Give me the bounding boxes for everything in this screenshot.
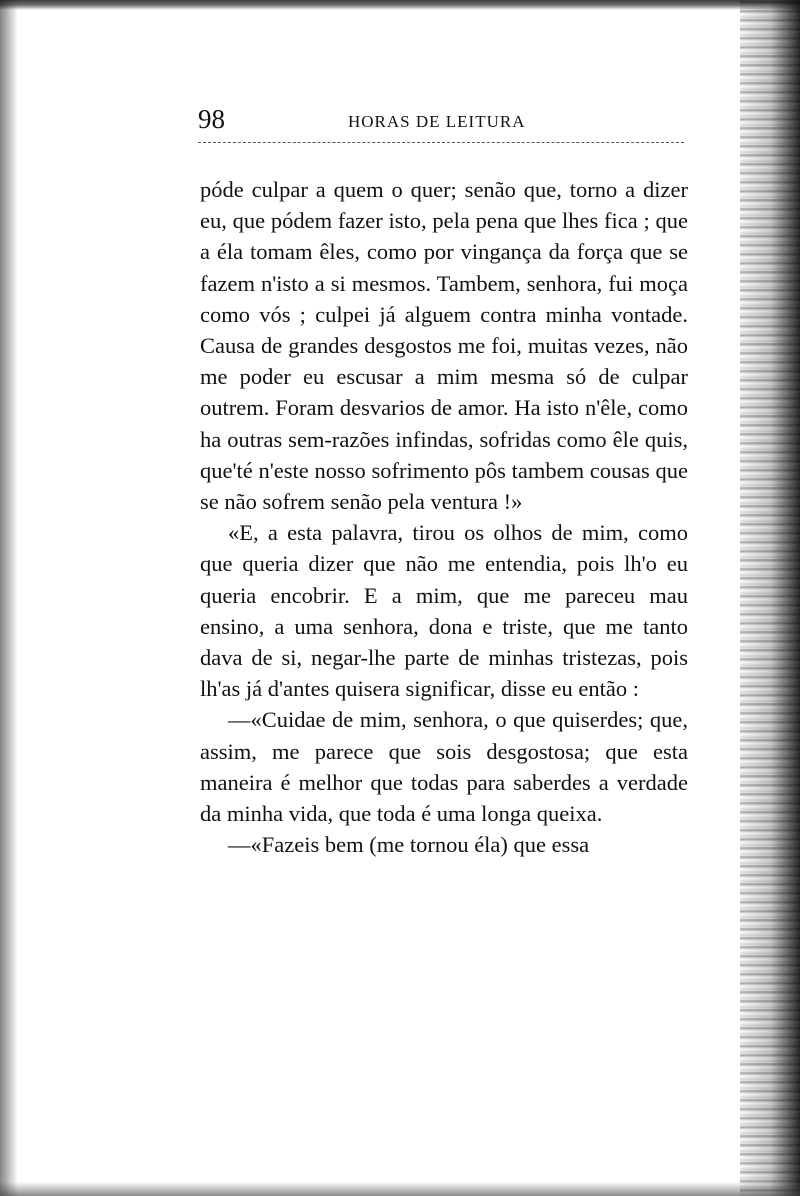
paragraph-3: —«Cuidae de mim, senhora, o que quiserdes; que, assim, me parece que sois desgostosa; que esta maneira é melhor que todas para saberdes a verdade da minha vida, que toda é uma longa queixa. — [200, 707, 688, 827]
body-text — [200, 174, 688, 860]
paragraph-1: póde culpar a quem o quer; senão que, torno a dizer eu, que pódem fazer isto, pela pena que lhes fica ; que a éla tomam êles, como por vingança da força que se fazem n'isto a si mesmos. Tambem, senhora, fui moça como vós ; culpei já alguem contra minha vontade. Causa de grandes desgostos me foi, muitas vezes, não me poder eu escusar a mim mesma só de culpar outrem. Foram desvarios de amor. Ha isto n'êle, como ha outras sem-razões infindas, sofridas como êle quis, que'té n'este nosso sofrimento pôs tambem cousas que se não sofrem senão pela ventura !» — [200, 177, 688, 515]
paragraph-2: «E, a esta palavra, tirou os olhos de mim, como que queria dizer que não me entendia, pois lh'o eu queria encobrir. E a mim, que me pareceu mau ensino, a uma senhora, dona e triste, que me tanto dava de si, negar-lhe parte de minhas tristezas, pois lh'as já d'antes quisera significar, disse eu então : — [200, 520, 688, 702]
running-head: HORAS DE LEITURA — [348, 112, 526, 131]
page-number: 98 — [198, 104, 225, 134]
scan-edge-bottom — [0, 1182, 800, 1196]
scan-edge-right — [740, 0, 800, 1196]
paragraph-4: —«Fazeis bem (me tornou éla) que essa — [228, 832, 590, 858]
header-rule — [198, 142, 684, 143]
scan-edge-top — [0, 0, 800, 10]
scan-edge-left — [0, 0, 18, 1196]
page-header — [198, 104, 684, 144]
